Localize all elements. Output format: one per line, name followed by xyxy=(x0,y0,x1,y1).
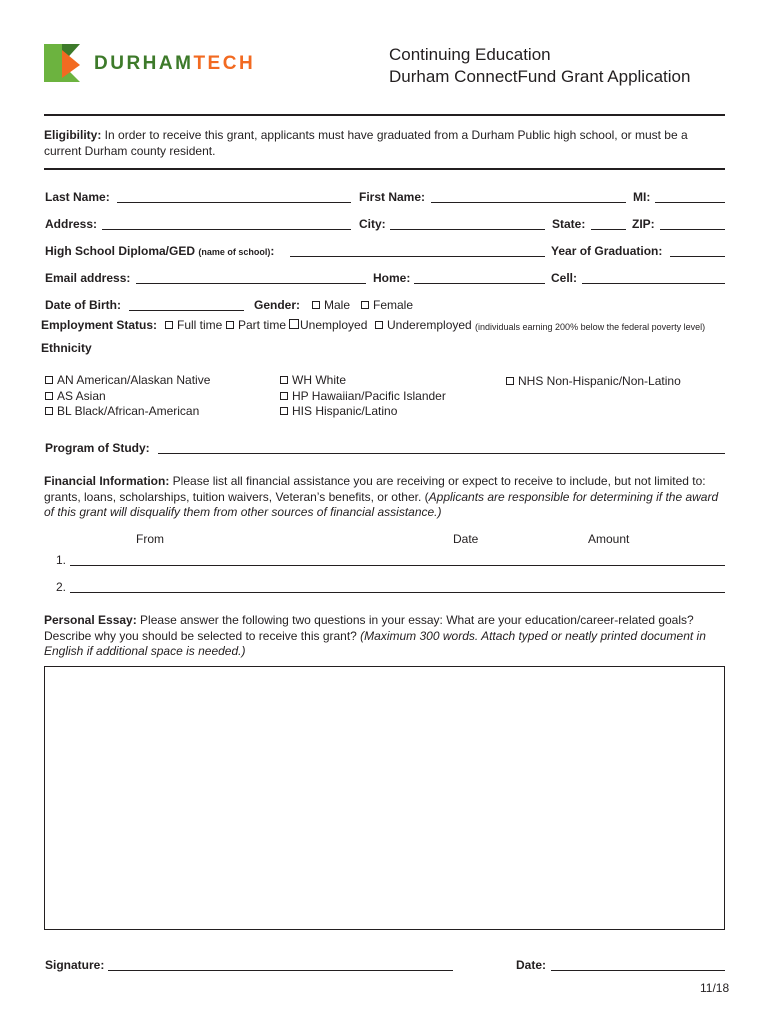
grad-year-field[interactable] xyxy=(670,256,725,257)
financial-row-2-number: 2. xyxy=(56,580,67,594)
checkbox-icon xyxy=(375,321,383,329)
employment-option-part-time[interactable] xyxy=(226,318,286,332)
financial-col-date: Date xyxy=(453,532,479,546)
signature-label: Signature: xyxy=(45,958,105,972)
first-name-field[interactable] xyxy=(431,202,626,203)
email-label: Email address: xyxy=(45,271,131,285)
ethnicity-option-label: BL Black/African-American xyxy=(57,404,200,418)
essay-text xyxy=(44,613,734,660)
checkbox-icon xyxy=(165,321,173,329)
program-field[interactable] xyxy=(158,453,725,454)
financial-col-from: From xyxy=(136,532,164,546)
dob-label: Date of Birth: xyxy=(45,298,121,312)
logo-text-durham: DURHAM xyxy=(94,53,194,74)
address-field[interactable] xyxy=(102,229,351,230)
ethnicity-option-label: AS Asian xyxy=(57,389,106,403)
diploma-label xyxy=(45,244,274,259)
employment-option-label: Full time xyxy=(177,318,223,332)
logo-mark-icon xyxy=(44,44,84,84)
checkbox-icon xyxy=(361,301,369,309)
employment-option-label: Underemployed xyxy=(387,318,472,332)
gender-option-label: Female xyxy=(373,298,414,312)
dob-field[interactable] xyxy=(129,310,244,311)
ethnicity-title: Ethnicity xyxy=(41,341,92,355)
ethnicity-option-his[interactable] xyxy=(280,404,397,418)
mi-field[interactable] xyxy=(655,202,725,203)
financial-text xyxy=(44,474,729,521)
ethnicity-option-an[interactable] xyxy=(45,373,210,387)
ethnicity-option-label: NHS Non-Hispanic/Non-Latino xyxy=(518,374,681,388)
email-field[interactable] xyxy=(136,283,366,284)
city-label: City: xyxy=(359,217,386,231)
signature-date-field[interactable] xyxy=(551,970,725,971)
financial-label: Financial Information: xyxy=(44,474,170,488)
zip-field[interactable] xyxy=(660,229,725,230)
checkbox-icon xyxy=(280,407,288,415)
checkbox-icon xyxy=(226,321,234,329)
financial-col-amount: Amount xyxy=(588,532,630,546)
employment-option-unemployed[interactable] xyxy=(289,318,367,332)
financial-row-2-field[interactable] xyxy=(70,592,725,593)
last-name-label: Last Name: xyxy=(45,190,110,204)
employment-option-label: Unemployed xyxy=(300,318,368,332)
state-label: State: xyxy=(552,217,586,231)
financial-body: Please list all financial assistance you are receiving or expect to receive to include, but not limited to: grants, loans, scholarships, tuition waivers, Veteran’s benefits, or other. ( xyxy=(44,474,706,504)
essay-body: Please answer the following two questions in your essay: What are your education/career-related goals? Describe why you should be selected to receive this grant? xyxy=(44,613,694,643)
diploma-note: (name of school) xyxy=(198,247,271,257)
cell-phone-field[interactable] xyxy=(582,283,725,284)
checkbox-icon xyxy=(289,319,299,329)
ethnicity-option-wh[interactable] xyxy=(280,373,346,387)
essay-textarea[interactable] xyxy=(44,666,725,930)
gender-option-label: Male xyxy=(324,298,351,312)
divider-eligibility xyxy=(44,168,725,170)
header-line1: Continuing Education xyxy=(389,45,551,64)
gender-option-female[interactable] xyxy=(361,298,413,312)
last-name-field[interactable] xyxy=(117,202,351,203)
program-label: Program of Study: xyxy=(45,441,150,455)
employment-option-underemployed[interactable] xyxy=(375,318,472,332)
ethnicity-option-label: HIS Hispanic/Latino xyxy=(292,404,398,418)
first-name-label: First Name: xyxy=(359,190,426,204)
city-field[interactable] xyxy=(390,229,545,230)
employment-option-full-time[interactable] xyxy=(165,318,222,332)
eligibility-body: In order to receive this grant, applicants must have graduated from a Durham Public high school, or must be a current Durham county resident. xyxy=(44,128,688,158)
diploma-label-text: High School Diploma/GED xyxy=(45,244,196,258)
signature-date-label: Date: xyxy=(516,958,547,972)
divider-top xyxy=(44,114,725,116)
employment-label: Employment Status: xyxy=(41,318,158,332)
diploma-field[interactable] xyxy=(290,256,545,257)
checkbox-icon xyxy=(45,407,53,415)
header-line2: Durham ConnectFund Grant Application xyxy=(389,67,691,86)
home-label: Home: xyxy=(373,271,411,285)
financial-row-1-number: 1. xyxy=(56,553,67,567)
gender-option-male[interactable] xyxy=(312,298,350,312)
checkbox-icon xyxy=(312,301,320,309)
ethnicity-option-label: AN American/Alaskan Native xyxy=(57,373,211,387)
checkbox-icon xyxy=(280,392,288,400)
ethnicity-option-label: WH White xyxy=(292,373,346,387)
ethnicity-option-hp[interactable] xyxy=(280,389,446,403)
checkbox-icon xyxy=(45,376,53,384)
revision-code: 11/18 xyxy=(700,981,730,995)
employment-option-label: Part time xyxy=(238,318,287,332)
essay-italic: (Maximum 300 words. Attach typed or neatly printed document in English if additional space is needed.) xyxy=(44,628,706,658)
ethnicity-option-label: HP Hawaiian/Pacific Islander xyxy=(292,389,446,403)
diploma-colon: : xyxy=(270,244,275,258)
checkbox-icon xyxy=(506,377,514,385)
eligibility-label: Eligibility: xyxy=(44,128,102,142)
financial-row-1-field[interactable] xyxy=(70,565,725,566)
eligibility-text xyxy=(44,128,724,159)
cell-label: Cell: xyxy=(551,271,578,285)
checkbox-icon xyxy=(280,376,288,384)
ethnicity-option-bl[interactable] xyxy=(45,404,199,418)
address-label: Address: xyxy=(45,217,98,231)
ethnicity-option-as[interactable] xyxy=(45,389,106,403)
financial-italic: Applicants are responsible for determining if the award of this grant will disqualify them from other sources of financial assistance.) xyxy=(44,489,719,519)
grad-year-label: Year of Graduation: xyxy=(551,244,663,258)
mi-label: MI: xyxy=(633,190,651,204)
employment-note: (individuals earning 200% below the federal poverty level) xyxy=(475,322,706,332)
state-field[interactable] xyxy=(591,229,626,230)
home-phone-field[interactable] xyxy=(414,283,545,284)
zip-label: ZIP: xyxy=(632,217,655,231)
ethnicity-option-nhs[interactable] xyxy=(506,374,681,388)
essay-label: Personal Essay: xyxy=(44,613,137,627)
logo-text-tech: TECH xyxy=(193,53,256,74)
durham-tech-logo xyxy=(44,44,284,84)
gender-label: Gender: xyxy=(254,298,301,312)
checkbox-icon xyxy=(45,392,53,400)
signature-field[interactable] xyxy=(108,970,453,971)
